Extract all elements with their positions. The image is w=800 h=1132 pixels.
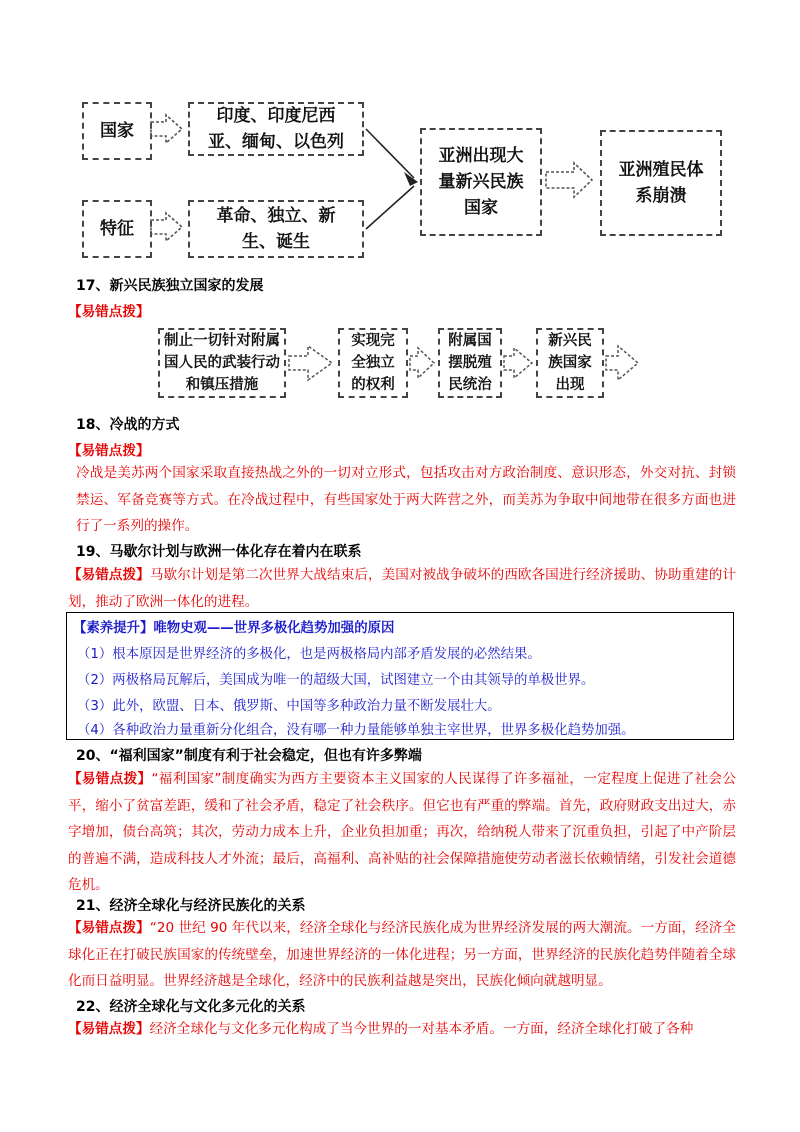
section-18-title: 18、冷战的方式 — [76, 417, 180, 433]
section-17-tag: 【易错点拨】 — [68, 304, 150, 320]
box-feature-label: 特征 — [82, 200, 152, 258]
box-features: 革命、独立、新生、诞生 — [188, 200, 364, 258]
step-escape-colonial-rule: 附属国摆脱殖民统治 — [438, 328, 502, 398]
literacy-note-item: （1）根本原因是世界经济的多极化，也是两极格局内部矛盾发展的必然结果。 — [77, 647, 541, 662]
diagram2-arrows — [0, 320, 800, 410]
section-21-body: “20 世纪 90 年代以来，经济全球化与经济民族化成为世界经济发展的两大潮流。一方面，经济全球化正在打破民族国家的传统壁垒，加速世界经济的一体化进程；另一方面，世界经济的民族化趋势伴随着全球化而日益明显。世界经济越是全球化，经济中的民族利益越是突出，民族化倾向就越明显。 — [68, 920, 736, 989]
step-full-independence: 实现完全独立的权利 — [338, 328, 408, 398]
section-18-body: 冷战是美苏两个国家采取直接热战之外的一切对立形式，包括攻击对方政治制度、意识形态，外交对抗、封锁禁运、军备竞赛等方式。在冷战过程中，有些国家处于两大阵营之外，而美苏为争取中间地带在很多方面也进行了一系列的操作。 — [76, 465, 736, 534]
section-20-title: 20、“福利国家”制度有利于社会稳定，但也有许多弊端 — [76, 748, 422, 764]
section-20-tag: 【易错点拨】 — [68, 771, 152, 787]
section-21-tag: 【易错点拨】 — [68, 920, 150, 936]
section-19-body: 马歇尔计划是第二次世界大战结束后，美国对被战争破坏的西欧各国进行经济援助、协助重建的计划，推动了欧洲一体化的进程。 — [68, 567, 737, 610]
section-20-body: “福利国家”制度确实为西方主要资本主义国家的人民谋得了许多福祉，一定程度上促进了社会公平，缩小了贫富差距，缓和了社会矛盾，稳定了社会秩序。但它也有严重的弊端。首先，政府财政支出过大，赤字增加，债台高筑；其次，劳动力成本上升，企业负担加重；再次，给纳税人带来了沉重负担，引起了中产阶层的普遍不满，造成科技人才外流；最后，高福利、高补贴的社会保障措施使劳动者滋长依赖情绪，引发社会道德危机。 — [68, 771, 736, 893]
literacy-note-box — [66, 612, 734, 740]
box-countries: 印度、印度尼西亚、缅甸、以色列 — [188, 102, 364, 156]
literacy-note-item: （2）两极格局瓦解后，美国成为唯一的超级大国，试图建立一个由其领导的单极世界。 — [77, 673, 595, 688]
section-18-tag: 【易错点拨】 — [68, 443, 150, 459]
literacy-note-title: 唯物史观——世界多极化趋势加强的原因 — [153, 621, 395, 636]
section-21-paragraph — [68, 915, 736, 995]
section-20-paragraph — [68, 766, 736, 899]
section-19-paragraph — [68, 562, 736, 615]
literacy-note-item: （4）各种政治力量重新分化组合，没有哪一种力量能够单独主宰世界，世界多极化趋势加强。 — [77, 723, 635, 738]
section-22-paragraph — [68, 1016, 736, 1043]
section-21-title: 21、经济全球化与经济民族化的关系 — [76, 898, 306, 914]
literacy-note-item: （3）此外，欧盟、日本、俄罗斯、中国等多种政治力量不断发展壮大。 — [77, 699, 501, 714]
box-new-nations: 亚洲出现大量新兴民族国家 — [420, 128, 542, 236]
section-22-title: 22、经济全球化与文化多元化的关系 — [76, 999, 306, 1015]
section-17-title: 17、新兴民族独立国家的发展 — [76, 278, 264, 294]
step-new-nations: 新兴民族国家出现 — [536, 328, 604, 398]
diagram1-arrows — [0, 0, 800, 280]
section-19-title: 19、马歇尔计划与欧洲一体化存在着内在联系 — [76, 544, 362, 560]
box-colonial-collapse: 亚洲殖民体系崩溃 — [600, 130, 722, 236]
step-stop-repression: 制止一切针对附属国人民的武装行动和镇压措施 — [158, 328, 286, 398]
literacy-note-heading — [73, 617, 394, 636]
literacy-note-tag: 【素养提升】 — [73, 621, 154, 636]
box-country-label: 国家 — [82, 102, 152, 160]
section-22-body: 经济全球化与文化多元化构成了当今世界的一对基本矛盾。一方面，经济全球化打破了各种 — [149, 1021, 694, 1037]
section-19-tag: 【易错点拨】 — [68, 567, 150, 583]
section-22-tag: 【易错点拨】 — [68, 1021, 150, 1037]
